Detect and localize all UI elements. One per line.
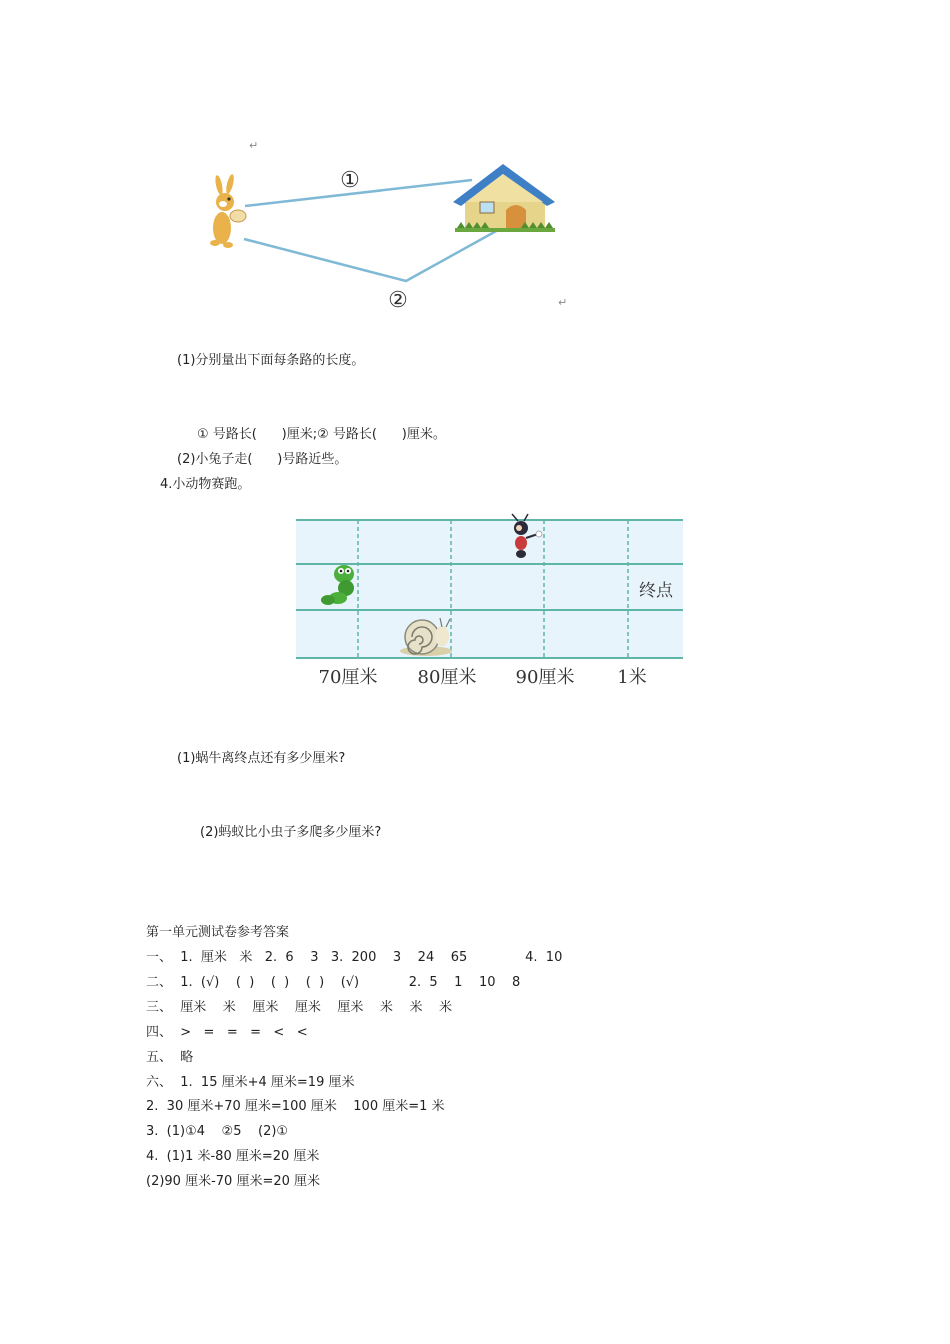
rabbit-icon xyxy=(210,174,246,248)
answer-line-9: 4. (1)1 米-80 厘米=20 厘米 xyxy=(146,1149,320,1164)
scale-label-90cm: 90厘米 xyxy=(515,667,575,688)
answer-line-10: (2)90 厘米-70 厘米=20 厘米 xyxy=(146,1174,321,1189)
answer-key-title: 第一单元测试卷参考答案 xyxy=(146,925,290,940)
q3-part2: (2)小兔子走( )号路近些。 xyxy=(177,452,348,467)
scale-label-1m: 1米 xyxy=(617,667,647,688)
q3-part1: (1)分别量出下面每条路的长度。 xyxy=(177,353,365,368)
answer-line-8: 3. (1)①4 ②5 (2)① xyxy=(146,1124,289,1139)
answer-line-6: 六、 1. 15 厘米+4 厘米=19 厘米 xyxy=(146,1075,355,1090)
scale-label-80cm: 80厘米 xyxy=(417,667,477,688)
answer-line-5: 五、 略 xyxy=(146,1050,194,1065)
answer-line-2: 二、 1. (√) ( ) ( ) ( ) (√) 2. 5 1 10 8 xyxy=(146,975,521,990)
paragraph-mark: ↵ xyxy=(558,296,568,309)
finish-label: 终点 xyxy=(639,581,673,601)
paragraph-mark: ↵ xyxy=(249,139,259,152)
q4-part1: (1)蜗牛离终点还有多少厘米? xyxy=(177,751,346,766)
q4-part2: (2)蚂蚁比小虫子多爬多少厘米? xyxy=(200,825,382,840)
race-track-figure xyxy=(290,510,690,695)
scale-label-70cm: 70厘米 xyxy=(318,667,378,688)
route-2-line xyxy=(244,230,498,281)
answer-line-1: 一、 1. 厘米 米 2. 6 3 3. 200 3 24 65 4. 10 xyxy=(146,950,563,965)
q3-blanks: ① 号路长( )厘米;② 号路长( )厘米。 xyxy=(197,427,446,442)
route-2-label: ② xyxy=(388,288,408,313)
answer-line-7: 2. 30 厘米+70 厘米=100 厘米 100 厘米=1 米 xyxy=(146,1099,445,1114)
route-1-label: ① xyxy=(340,168,360,193)
q4-title: 4.小动物赛跑。 xyxy=(160,477,251,492)
answer-line-3: 三、 厘米 米 厘米 厘米 厘米 米 米 米 xyxy=(146,1000,452,1015)
house-icon xyxy=(453,164,555,232)
answer-line-4: 四、 > = = = < < xyxy=(146,1025,308,1040)
route-figure xyxy=(200,150,580,315)
